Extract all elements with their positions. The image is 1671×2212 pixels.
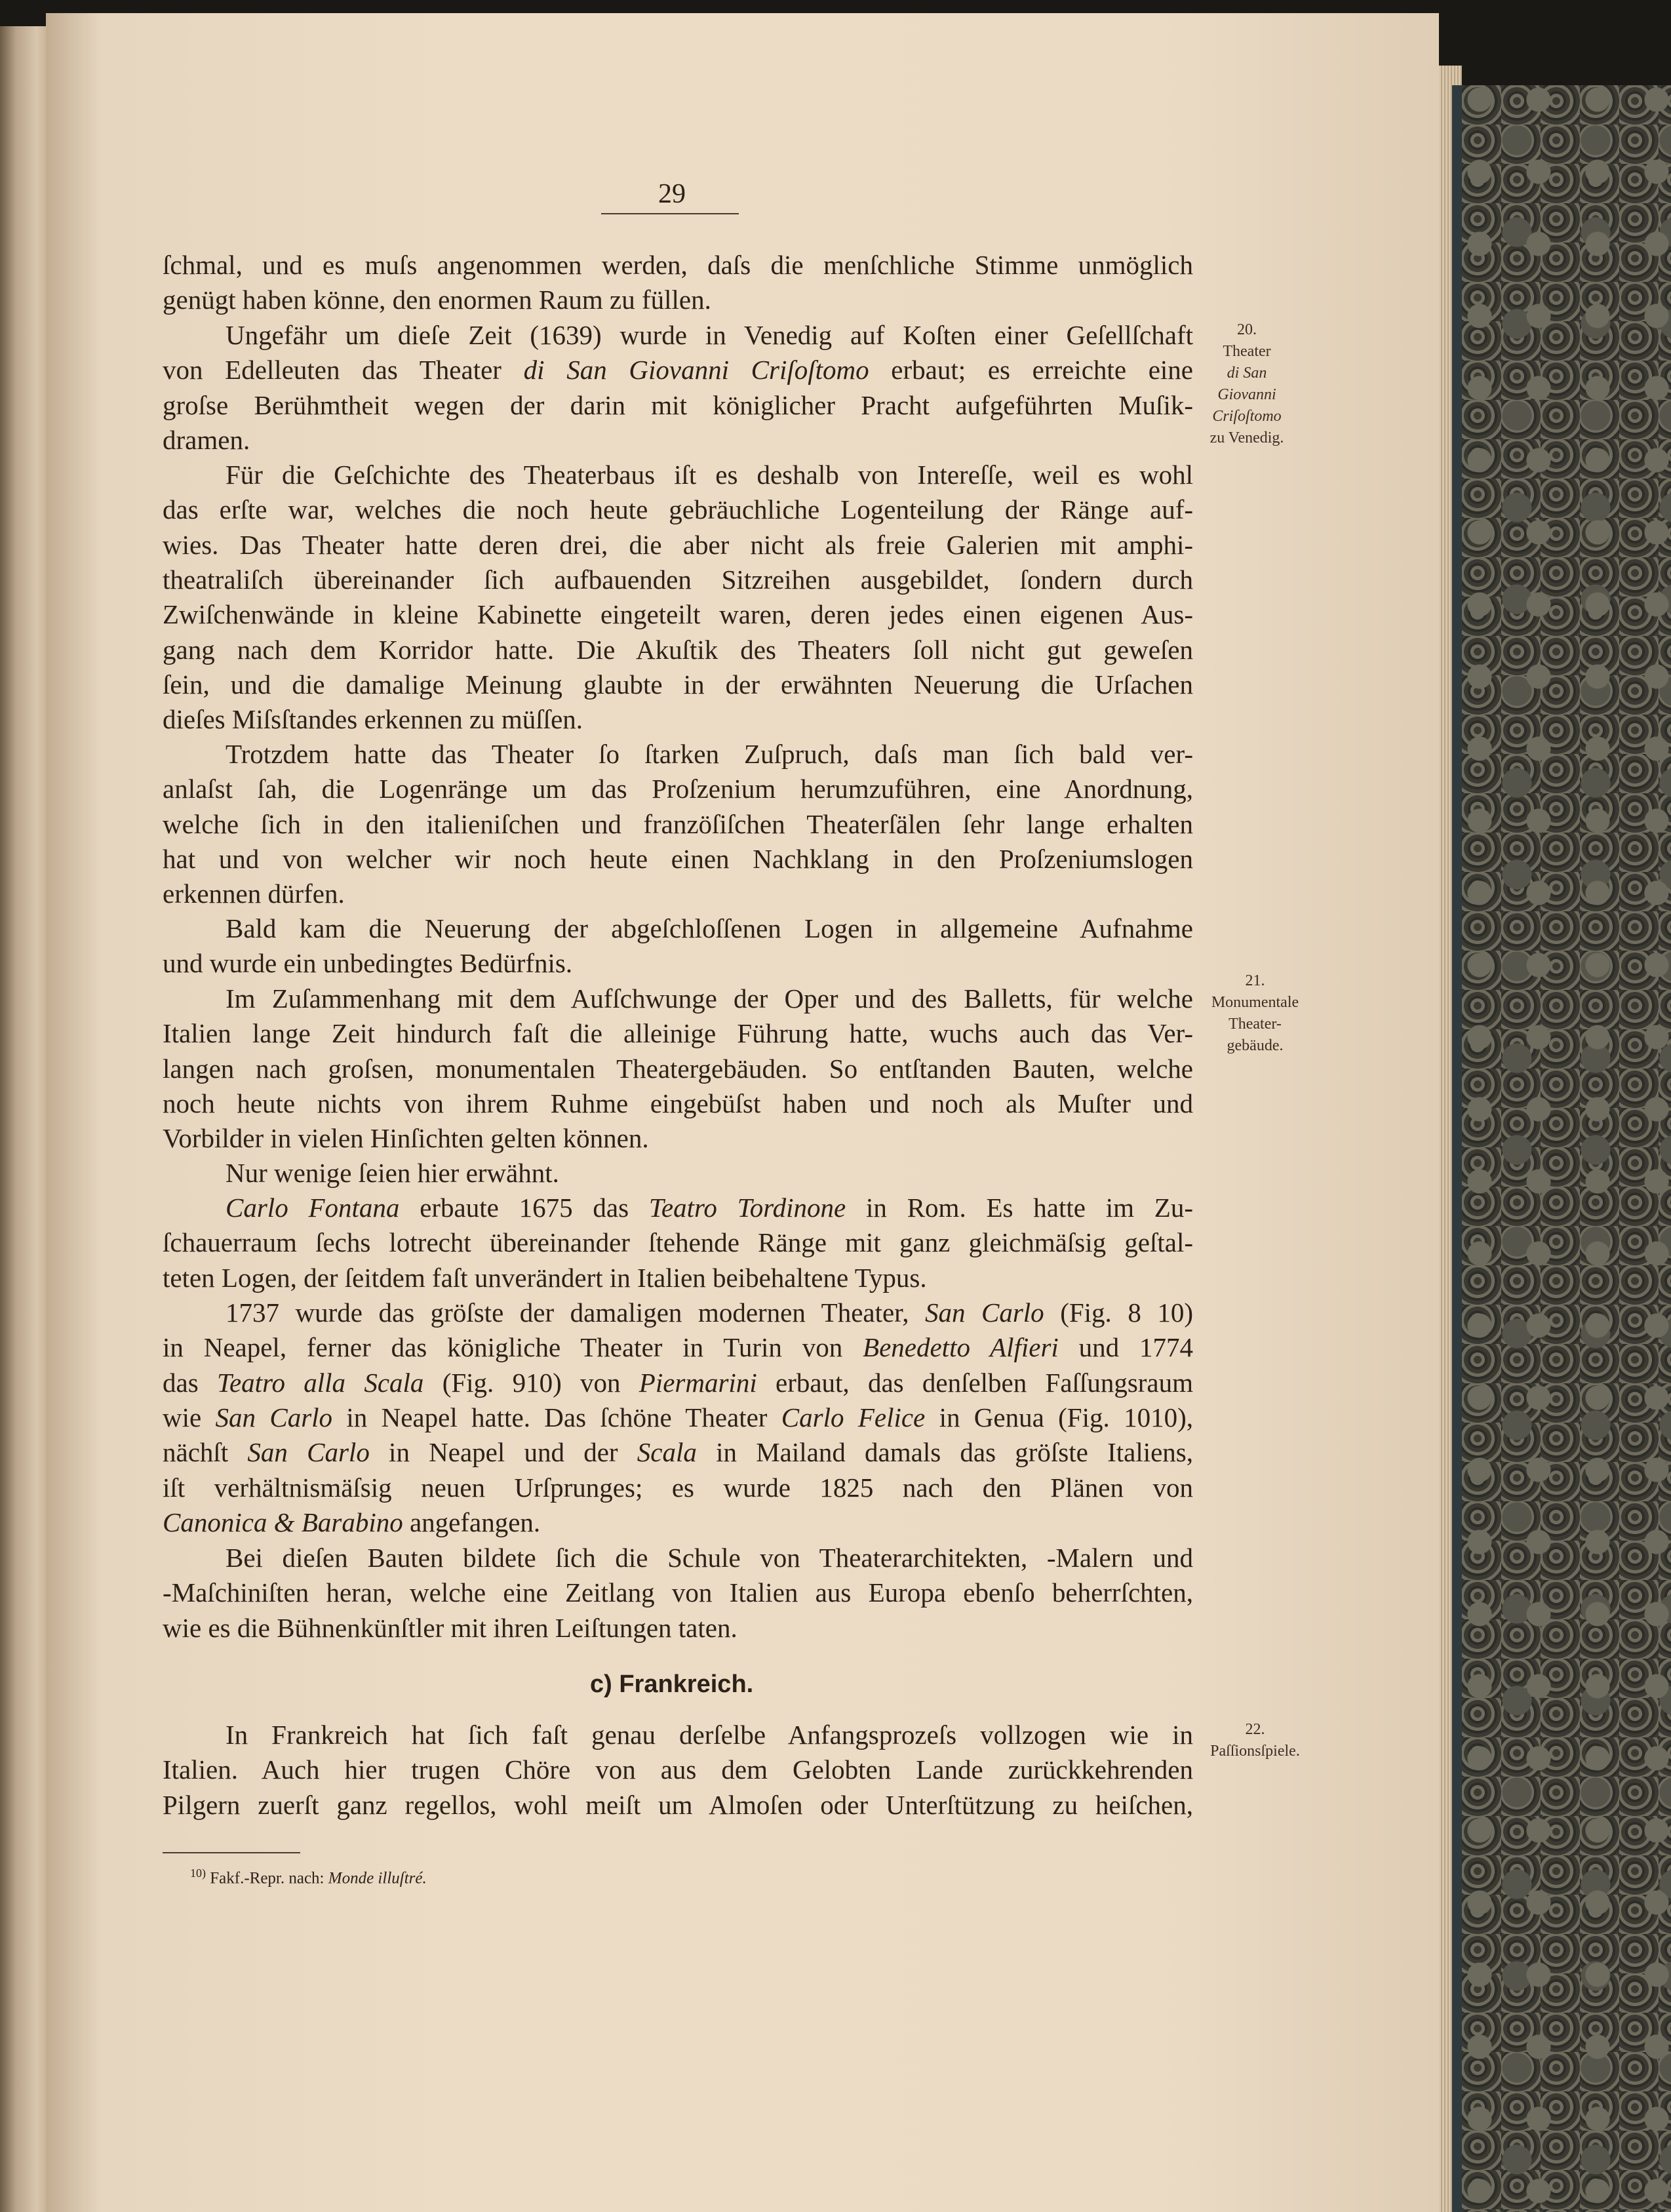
- margin-note-line: Theater: [1223, 343, 1271, 360]
- text-line: gang nach dem Korridor hatte. Die Akuſtik des Theaters ſoll nicht gut geweſen: [163, 634, 1193, 665]
- text-line: ſchmal, und es muſs angenommen werden, daſs die menſchliche Stimme unmöglich: [163, 250, 1193, 280]
- margin-note-line: 20.: [1237, 321, 1257, 338]
- text-line: 1737 wurde das gröſste der damaligen modernen Theater, San Carlo (Fig. 8 10): [226, 1297, 1193, 1328]
- text-line: Canonica & Barabino angefangen.: [163, 1507, 541, 1537]
- text-line: theatraliſch übereinander ſich aufbauenden Sitzreihen ausgebildet, ſondern durch: [163, 564, 1193, 595]
- text-line: dramen.: [163, 424, 250, 455]
- footnote-text: Fakf.-Repr. nach:: [210, 1869, 324, 1887]
- footnote-rule: [163, 1852, 300, 1853]
- text-line: groſse Berühmtheit wegen der darin mit königlicher Pracht aufgeführten Muſik-: [163, 389, 1193, 420]
- text-line: ſchauerraum ſechs lotrecht übereinander ſtehende Ränge mit ganz gleichmäſsig geſtal-: [163, 1227, 1193, 1258]
- text-line: Zwiſchenwände in kleine Kabinette eingeteilt waren, deren jedes einen eigenen Aus-: [163, 599, 1193, 630]
- margin-note-line: 22.: [1245, 1721, 1265, 1738]
- text-line: hat und von welcher wir noch heute einen Nachklang in den Proſzeniumslogen: [163, 843, 1193, 874]
- text-line: Bald kam die Neuerung der abgeſchloſſenen Logen in allgemeine Aufnahme: [226, 913, 1193, 943]
- text-line: in Neapel, ferner das königliche Theater in Turin von Benedetto Alfieri und 1774: [163, 1332, 1193, 1363]
- text-line: Italien lange Zeit hindurch faſt die alleinige Führung hatte, wuchs auch das Ver-: [163, 1018, 1193, 1049]
- marbled-cover: [1462, 85, 1671, 2212]
- text-line: wie San Carlo in Neapel hatte. Das ſchöne Theater Carlo Felice in Genua (Fig. 1010),: [163, 1402, 1193, 1432]
- margin-note-line: Giovanni: [1217, 386, 1276, 403]
- margin-note-22: [1188, 1719, 1322, 1762]
- left-page-edge: [0, 26, 46, 2212]
- margin-note-line: Paſſionsſpiele.: [1210, 1743, 1300, 1760]
- text-line: von Edelleuten das Theater di San Giovanni Criſoſtomo erbaut; es erreichte eine: [163, 355, 1193, 385]
- text-line: Nur wenige ſeien hier erwähnt.: [226, 1158, 559, 1188]
- text-line: und wurde ein unbedingtes Bedürfnis.: [163, 948, 573, 979]
- margin-note-line: Theater-: [1229, 1016, 1282, 1033]
- text-line: iſt verhältnismäſsig neuen Urſprunges; es wurde 1825 nach den Plänen von: [163, 1472, 1193, 1503]
- text-line: welche ſich in den italieniſchen und franzöſiſchen Theaterſälen ſehr lange erhalten: [163, 808, 1193, 839]
- text-line: Im Zuſammenhang mit dem Aufſchwunge der Oper und des Balletts, für welche: [226, 983, 1193, 1014]
- margin-note-line: Monumentale: [1211, 994, 1299, 1011]
- section-heading: c) Frankreich.: [590, 1670, 754, 1698]
- footnote-marker: 10): [190, 1866, 206, 1880]
- margin-note-line: Criſoſtomo: [1212, 408, 1282, 425]
- text-line: nächſt San Carlo in Neapel und der Scala in Mailand damals das gröſste Italiens,: [163, 1437, 1193, 1468]
- text-line: das erſte war, welches die noch heute gebräuchliche Logenteilung der Ränge auf-: [163, 494, 1193, 525]
- text-line: Pilgern zuerſt ganz regellos, wohl meiſt um Almoſen oder Unterſtützung zu heiſchen,: [163, 1789, 1193, 1820]
- text-line: ſein, und die damalige Meinung glaubte in der erwähnten Neuerung die Urſachen: [163, 669, 1193, 700]
- text-line: Italien. Auch hier trugen Chöre von aus dem Gelobten Lande zurückkehrenden: [163, 1754, 1193, 1785]
- text-line: dieſes Miſsſtandes erkennen zu müſſen.: [163, 704, 583, 735]
- footnote: [190, 1866, 427, 1887]
- margin-note-20: [1188, 319, 1306, 449]
- margin-note-line: zu Venedig.: [1209, 429, 1284, 446]
- text-line: noch heute nichts von ihrem Ruhme eingebüſst haben und noch als Muſter und: [163, 1088, 1193, 1118]
- text-line: Vorbilder in vielen Hinſichten gelten können.: [163, 1123, 649, 1154]
- margin-note-line: gebäude.: [1227, 1037, 1284, 1054]
- text-line: das Teatro alla Scala (Fig. 910) von Piermarini erbaut, das denſelben Faſſungsraum: [163, 1367, 1194, 1398]
- text-line: Ungefähr um dieſe Zeit (1639) wurde in Venedig auf Koſten einer Geſellſchaft: [226, 320, 1193, 350]
- margin-note-line: 21.: [1245, 972, 1265, 989]
- page-number: 29: [658, 179, 686, 209]
- text-line: Carlo Fontana erbaute 1675 das Teatro Tordinone in Rom. Es hatte im Zu-: [226, 1193, 1193, 1223]
- text-line: Bei dieſen Bauten bildete ſich die Schule von Theaterarchitekten, -Malern und: [226, 1543, 1193, 1573]
- text-line: -Maſchiniſten heran, welche eine Zeitlang von Italien aus Europa ebenſo beherrſchten,: [163, 1577, 1193, 1608]
- footnote-source: Monde illuſtré.: [328, 1869, 427, 1887]
- text-line: anlaſst ſah, die Logenränge um das Proſzenium herumzuführen, eine Anordnung,: [163, 774, 1193, 804]
- text-line: genügt haben könne, den enormen Raum zu füllen.: [163, 285, 711, 315]
- text-line: In Frankreich hat ſich faſt genau derſelbe Anfangsprozeſs vollzogen wie in: [226, 1720, 1193, 1750]
- text-line: langen nach groſsen, monumentalen Theatergebäuden. So entſtanden Bauten, welche: [163, 1053, 1193, 1084]
- page-number-rule: [601, 213, 739, 214]
- text-line: wies. Das Theater hatte deren drei, die aber nicht als freie Galerien mit amphi-: [163, 529, 1193, 560]
- text-line: wie es die Bühnenkünſtler mit ihren Leiſtungen taten.: [163, 1612, 737, 1643]
- margin-note-line: di San: [1227, 365, 1267, 382]
- text-line: erkennen dürfen.: [163, 879, 345, 909]
- margin-note-21: [1188, 970, 1322, 1057]
- text-line: Für die Geſchichte des Theaterbaus iſt es deshalb von Intereſſe, weil es wohl: [226, 460, 1193, 490]
- text-line: teten Logen, der ſeitdem faſt unverändert in Italien beibehaltene Typus.: [163, 1262, 927, 1293]
- text-line: Trotzdem hatte das Theater ſo ſtarken Zuſpruch, daſs man ſich bald ver-: [226, 739, 1193, 769]
